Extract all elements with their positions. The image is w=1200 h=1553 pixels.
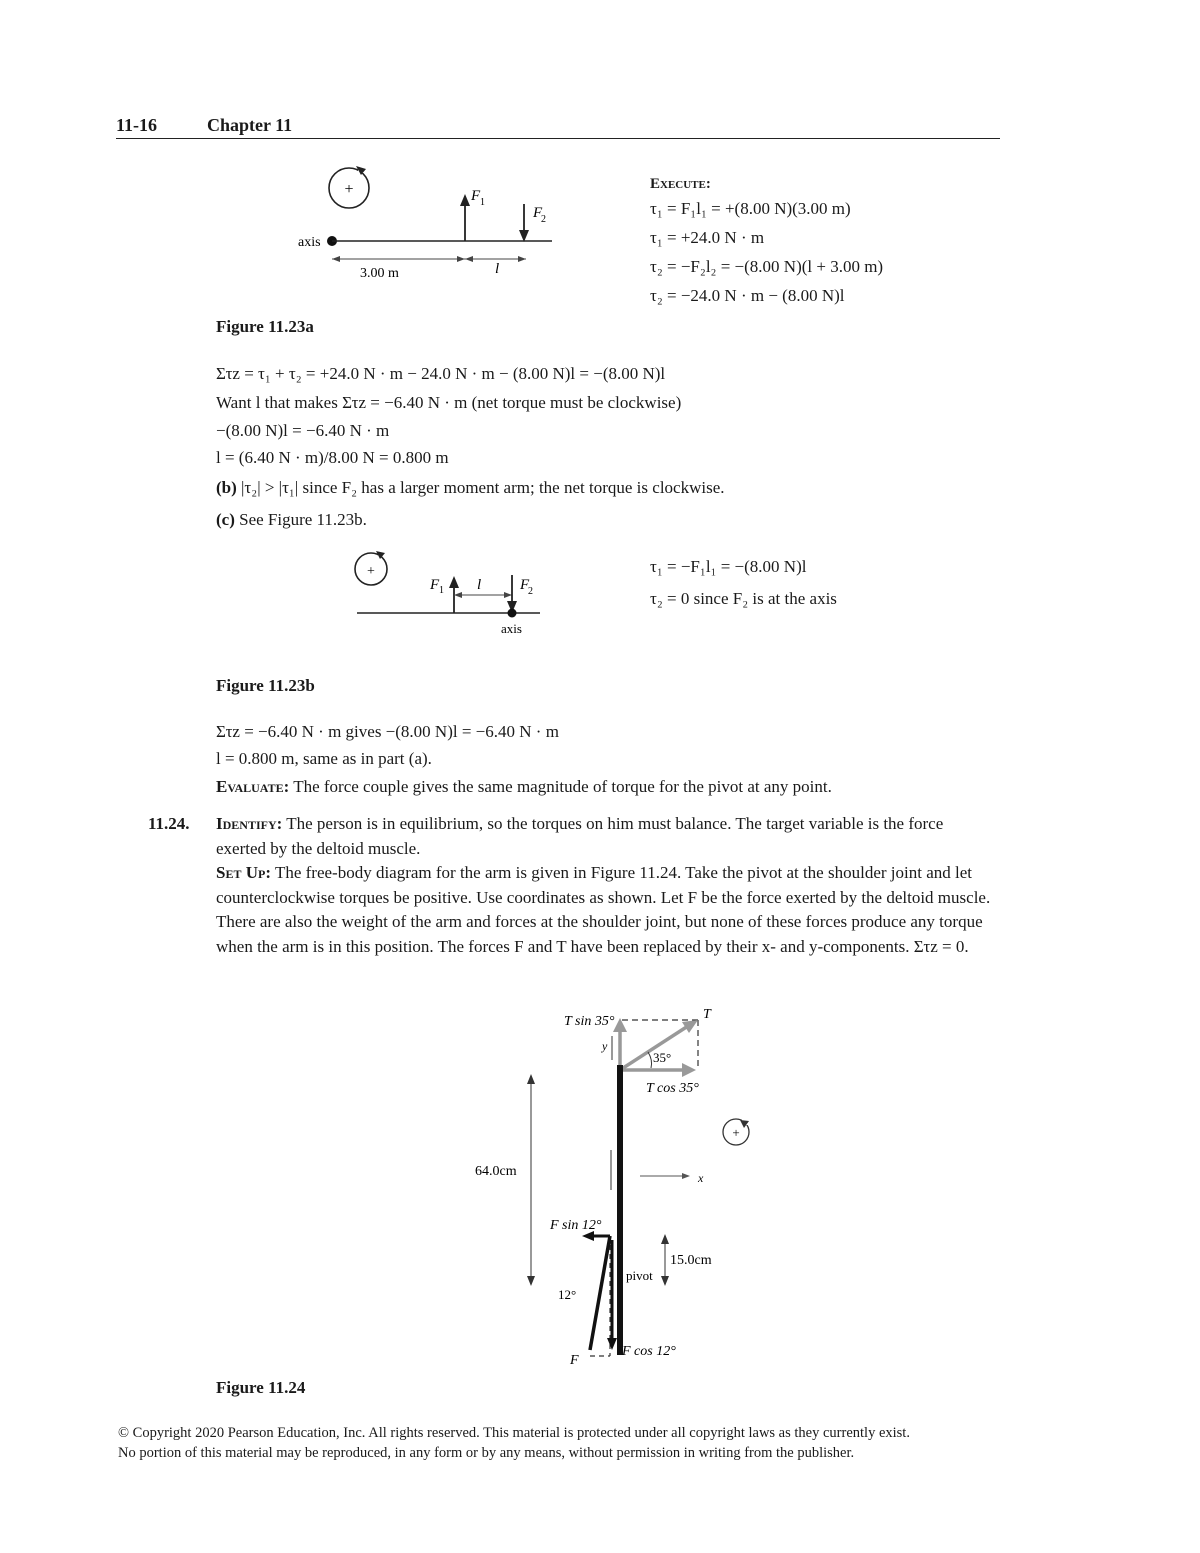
figure-11-24 <box>470 1000 770 1375</box>
f2-subscript: 2 <box>528 586 533 597</box>
distance-l-label: l <box>495 261 500 277</box>
f-label: F <box>570 1353 579 1368</box>
axis-point <box>508 609 517 618</box>
distance-3m-label: 3.00 m <box>360 266 399 281</box>
y-axis-label: y <box>602 1039 608 1053</box>
angle-arc-35 <box>648 1052 652 1068</box>
plus-sign: + <box>367 564 375 579</box>
plus-sign: + <box>344 181 354 198</box>
clockwise-rotation-icon <box>723 1118 751 1145</box>
length-64cm-label: 64.0cm <box>475 1164 517 1179</box>
part-a-line-3: −(8.00 N)l = −6.40 N · m <box>216 421 390 440</box>
figure-caption-11-23a: Figure 11.23a <box>216 317 314 336</box>
f1-arrow <box>460 194 470 241</box>
part-b-line <box>216 478 725 498</box>
part-c-text: See Figure 11.23b. <box>239 510 367 529</box>
axis-label: axis <box>298 235 321 250</box>
tsin-arrow <box>613 1018 627 1070</box>
angle-35-label: 35° <box>653 1050 672 1065</box>
execute-eq-1: τ₁ = F₁l₁ = +(8.00 N)(3.00 m) <box>650 199 851 218</box>
page-number: 11-16 <box>116 115 158 135</box>
t-label: T <box>703 1007 711 1022</box>
length-64cm-arrow <box>527 1074 535 1286</box>
figure-caption-11-23b: Figure 11.23b <box>216 676 315 695</box>
x-axis-arrowhead <box>682 1173 690 1179</box>
fig23b-eq-1: τ₁ = −F₁l₁ = −(8.00 N)l <box>650 557 807 576</box>
chapter-title: Chapter 11 <box>207 115 293 135</box>
copyright-line-2: No portion of this material may be reproduced, in any form or by any means, without permission in writing from the publisher. <box>118 1445 855 1461</box>
evaluate-label: Evaluate: <box>216 777 290 796</box>
figure-caption-11-24: Figure 11.24 <box>216 1378 306 1397</box>
identify-text: The person is in equilibrium, so the torques on him must balance. The target variable is the force exerted by the deltoid muscle. <box>216 814 944 858</box>
part-c-eq-2: l = 0.800 m, same as in part (a). <box>216 749 432 768</box>
figure-11-23b <box>340 545 560 645</box>
figure-11-23a <box>290 160 570 290</box>
length-15cm-label: 15.0cm <box>670 1253 712 1268</box>
f1-subscript: 1 <box>439 585 444 596</box>
f-arrow <box>590 1236 610 1350</box>
identify-label: Identify: <box>216 814 283 833</box>
part-c-eq-1: Στz = −6.40 N · m gives −(8.00 N)l = −6.40 N · m <box>216 722 559 741</box>
part-c-line <box>216 510 367 530</box>
execute-eq-4: τ₂ = −24.0 N · m − (8.00 N)l <box>650 286 845 305</box>
arm-bar <box>617 1065 623 1355</box>
identify-paragraph <box>216 812 996 861</box>
f2-arrow <box>519 204 529 242</box>
tcos-arrow <box>620 1063 696 1077</box>
problem-number: 11.24. <box>148 814 190 833</box>
f2-label: F <box>533 205 543 221</box>
f1-label: F <box>430 577 440 593</box>
fcos-arrow <box>607 1240 617 1350</box>
pivot-label: pivot <box>626 1268 653 1283</box>
f1-label: F <box>471 188 481 204</box>
setup-label: Set Up: <box>216 863 271 882</box>
fcos-label: F cos 12° <box>622 1344 676 1359</box>
angle-12-label: 12° <box>558 1287 577 1302</box>
part-c-label: (c) <box>216 510 235 529</box>
f1-subscript: 1 <box>480 197 485 208</box>
part-b-text: |τ₂| > |τ₁| since F₂ has a larger moment arm; the net torque is clockwise. <box>241 478 725 497</box>
fig23b-eq-2: τ₂ = 0 since F₂ is at the axis <box>650 589 837 608</box>
setup-paragraph <box>216 861 996 959</box>
execute-eq-2: τ₁ = +24.0 N · m <box>650 228 765 247</box>
tsin-label: T sin 35° <box>564 1014 615 1029</box>
header-rule <box>116 138 1000 139</box>
l-label: l <box>477 577 482 593</box>
evaluate-line <box>216 777 832 797</box>
part-a-line-2: Want l that makes Στz = −6.40 N · m (net torque must be clockwise) <box>216 393 682 412</box>
f2-subscript: 2 <box>541 214 546 225</box>
part-b-label: (b) <box>216 478 237 497</box>
f2-label: F <box>520 577 530 593</box>
length-15cm-arrow <box>661 1234 669 1286</box>
execute-eq-3: τ₂ = −F₂l₂ = −(8.00 N)(l + 3.00 m) <box>650 257 884 276</box>
counterclockwise-rotation-icon <box>355 549 388 585</box>
tcos-label: T cos 35° <box>646 1081 699 1096</box>
evaluate-text: The force couple gives the same magnitude of torque for the pivot at any point. <box>293 777 832 796</box>
part-a-line-1: Στz = τ₁ + τ₂ = +24.0 N · m − 24.0 N · m − (8.00 N)l = −(8.00 N)l <box>216 364 666 383</box>
x-axis-label: x <box>698 1171 704 1185</box>
part-a-line-4: l = (6.40 N · m)/8.00 N = 0.800 m <box>216 448 449 467</box>
copyright-line-1: © Copyright 2020 Pearson Education, Inc. All rights reserved. This material is protected under all copyright laws as they currently exist. <box>118 1425 910 1441</box>
l-dimension-arrow <box>454 592 512 598</box>
copyright-notice <box>118 1423 910 1463</box>
setup-text: The free-body diagram for the arm is given in Figure 11.24. Take the pivot at the shoulder joint and let counterclockwise torques be positive. Use coordinates as shown. Let F be the force exerted by the deltoid muscle. There are also the weight of the arm and forces at the shoulder joint, but none of these forces produce any torque when the arm is in this position. The forces F and T have been replaced by their x- and y-components. Στz = 0. <box>216 863 991 956</box>
execute-label: Execute: <box>650 176 711 192</box>
plus-sign: + <box>732 1125 740 1140</box>
counterclockwise-rotation-icon <box>329 165 370 208</box>
fsin-label: F sin 12° <box>550 1218 602 1233</box>
axis-label: axis <box>501 621 522 636</box>
